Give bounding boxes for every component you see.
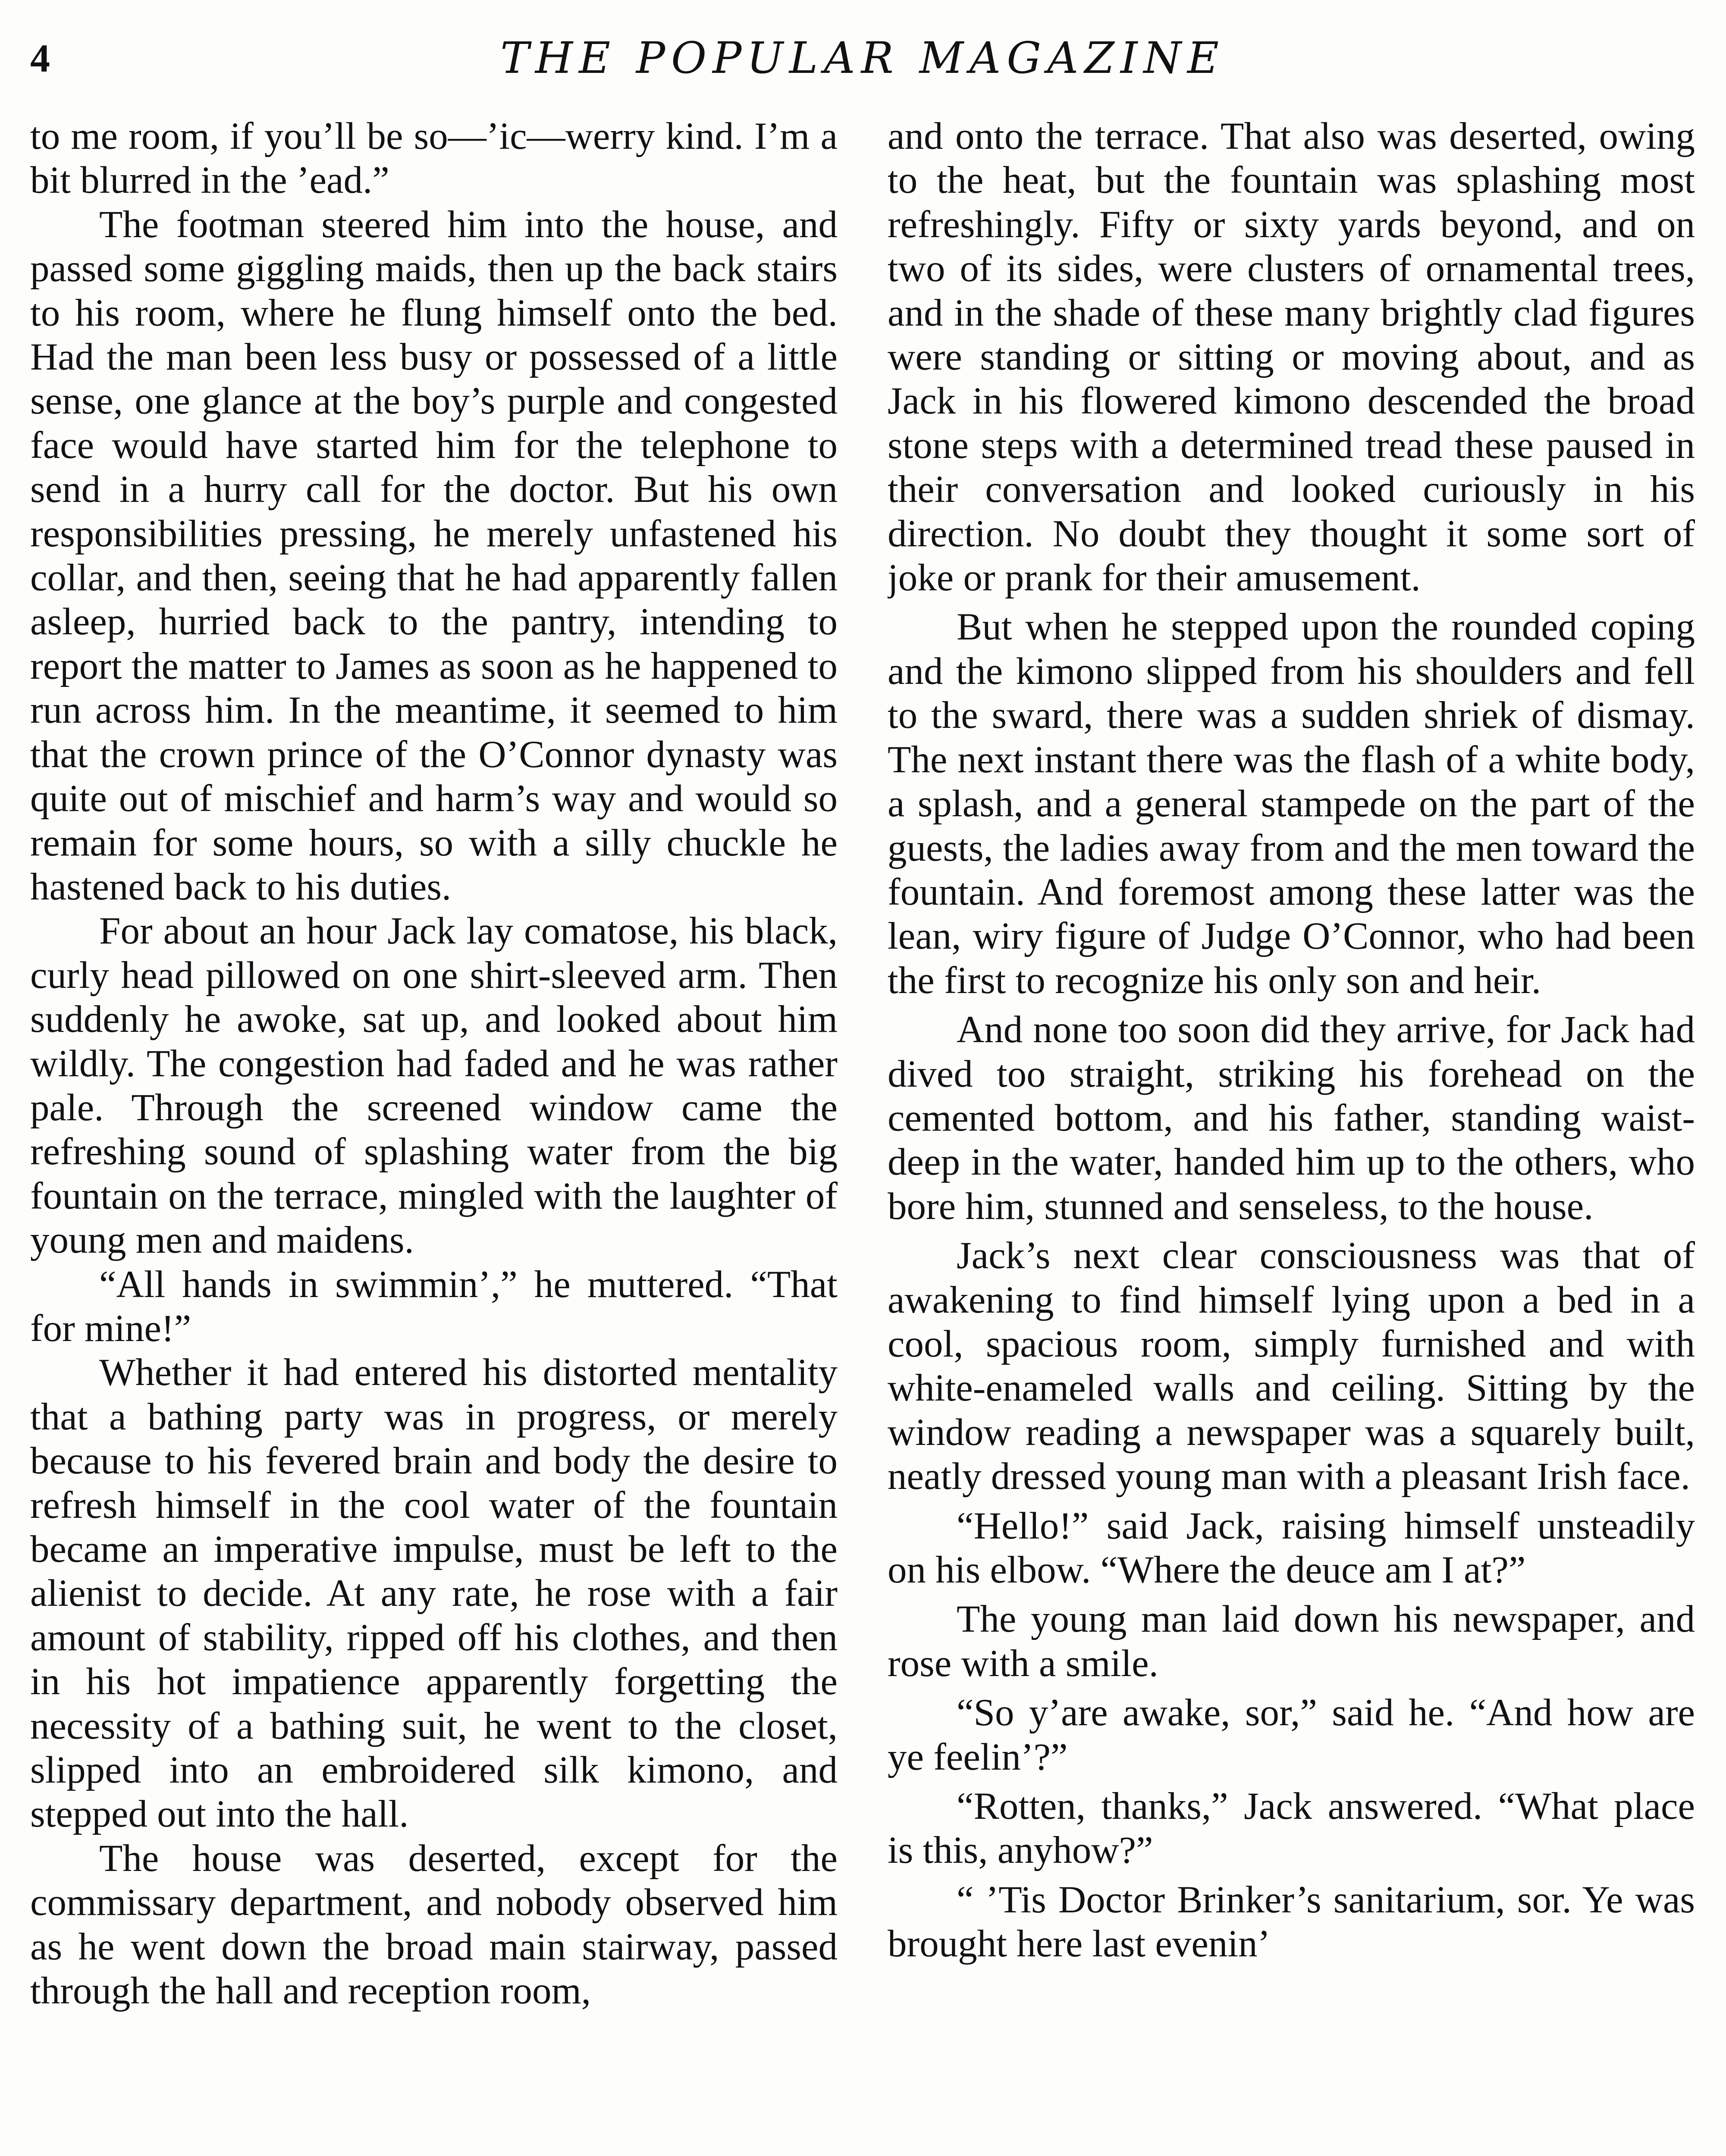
paragraph: Whether it had entered his distorted mentality that a bathing party was in progress, or merely because to his fevered brain and body the desire to refresh himself in the cool water of the fountain became an imperative impulse, must be left to the alienist to decide. At any rate, he rose with a fair amount of stability, ripped off his clothes, and then in his hot impatience apparently forgetting the necessity of a bathing suit, he went to the closet, slipped into an embroidered silk kimono, and stepped out into the hall. — [30, 1351, 838, 1836]
paragraph: The young man laid down his newspaper, and rose with a smile. — [888, 1598, 1695, 1685]
paragraph: “ ’Tis Doctor Brinker’s sanitarium, sor. Ye was brought here last evenin’ — [888, 1878, 1695, 1965]
paragraph: “Hello!” said Jack, raising himself unsteadily on his elbow. “Where the deuce am I at?” — [888, 1504, 1695, 1591]
paragraph: “Rotten, thanks,” Jack answered. “What place is this, anyhow?” — [888, 1785, 1695, 1872]
paragraph: “So y’are awake, sor,” said he. “And how are ye feelin’?” — [888, 1692, 1695, 1778]
paragraph: And none too soon did they arrive, for Jack had dived too straight, striking his forehead on the cemented bottom, and his father, standing waist-deep in the water, handed him up to the others, who bore him, stunned and senseless, to the house. — [888, 1009, 1695, 1228]
paragraph: For about an hour Jack lay comatose, his black, curly head pillowed on one shirt-sleeved arm. Then suddenly he awoke, sat up, and looked about him wildly. The congestion had faded and he was rather pale. Through the screened window came the refreshing sound of splashing water from the big fountain on the terrace, mingled with the laughter of young men and maidens. — [30, 910, 838, 1262]
page-number: 4 — [30, 36, 50, 80]
page-header — [30, 30, 1695, 86]
text-columns — [30, 114, 1695, 2156]
paragraph: to me room, if you’ll be so—’ic—werry kind. I’m a bit blurred in the ’ead.” — [30, 115, 838, 202]
right-column — [888, 114, 1695, 2156]
magazine-title: THE POPULAR MAGAZINE — [500, 33, 1225, 83]
paragraph: and onto the terrace. That also was deserted, owing to the heat, but the fountain was splashing most refreshingly. Fifty or sixty yards beyond, and on two of its sides, were clusters of ornamental trees, and in the shade of these many brightly clad figures were standing or sitting or moving about, and as Jack in his flowered kimono descended the broad stone steps with a determined tread these paused in their conversation and looked curiously in his direction. No doubt they thought it some sort of joke or prank for their amusement. — [888, 115, 1695, 599]
paragraph: Jack’s next clear consciousness was that of awakening to find himself lying upon a bed in a cool, spacious room, simply furnished and with white-enameled walls and ceiling. Sitting by the window reading a newspaper was a squarely built, neatly dressed young man with a pleasant Irish face. — [888, 1235, 1695, 1498]
paragraph: But when he stepped upon the rounded coping and the kimono slipped from his shoulders and fell to the sward, there was a sudden shriek of dismay. The next instant there was the flash of a white body, a splash, and a general stampede on the part of the guests, the ladies away from and the men toward the fountain. And foremost among these latter was the lean, wiry figure of Judge O’Connor, who had been the first to recognize his only son and heir. — [888, 606, 1695, 1002]
paragraph: The house was deserted, except for the commissary department, and nobody observed him as he went down the broad main stairway, passed through the hall and reception room, — [30, 1837, 838, 2012]
paragraph: “All hands in swimmin’,” he muttered. “That for mine!” — [30, 1263, 838, 1350]
left-column — [30, 114, 838, 2156]
paragraph: The footman steered him into the house, and passed some giggling maids, then up the back stairs to his room, where he flung himself onto the bed. Had the man been less busy or possessed of a little sense, one glance at the boy’s purple and congested face would have started him for the telephone to send in a hurry call for the doctor. But his own responsibilities pressing, he merely unfastened his collar, and then, seeing that he had apparently fallen asleep, hurried back to the pantry, intending to report the matter to James as soon as he happened to run across him. In the meantime, it seemed to him that the crown prince of the O’Connor dynasty was quite out of mischief and harm’s way and would so remain for some hours, so with a silly chuckle he hastened back to his duties. — [30, 203, 838, 908]
